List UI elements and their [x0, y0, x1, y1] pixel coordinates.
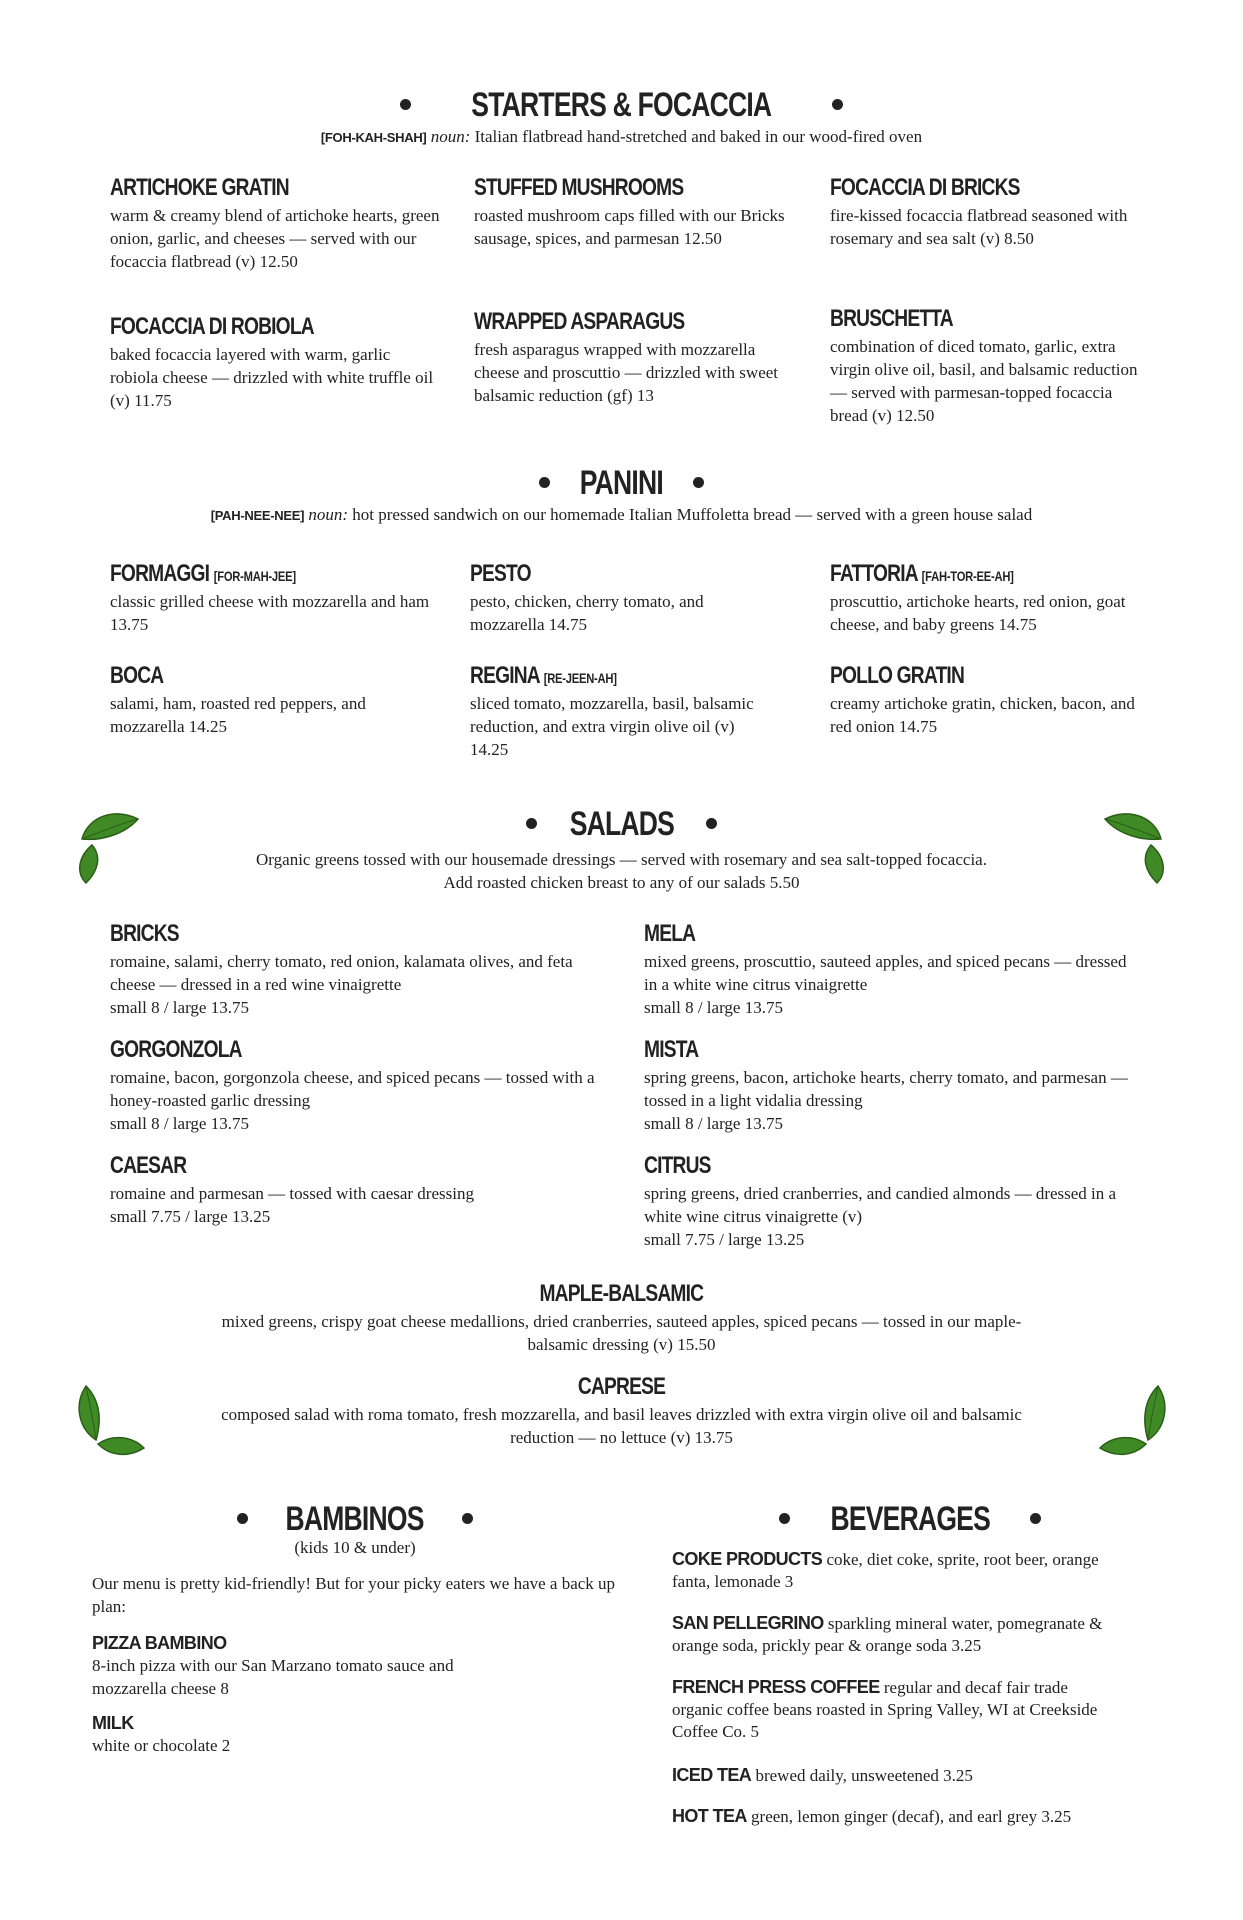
menu-item-formaggi: FORMAGGI [FOR-MAH-JEE] classic grilled cheese with mozzarella and ham 13.75 [110, 560, 430, 634]
definition: hot pressed sandwich on our homemade Italian Muffoletta bread — served with a green house salad [352, 505, 1033, 524]
bullet-icon [539, 477, 550, 488]
panini-subtitle [0, 505, 1243, 525]
bullet-icon [462, 1513, 473, 1524]
beverages-title: BEVERAGES [660, 1500, 1160, 1539]
menu-item-pizza-bambino: PIZZA BAMBINO 8-inch pizza with our San Marzano tomato sauce and mozzarella cheese 8 [92, 1633, 454, 1698]
bullet-icon [779, 1513, 790, 1524]
menu-item-pollo-gratin: POLLO GRATIN creamy artichoke gratin, chicken, bacon, and red onion 14.75 [830, 662, 1135, 736]
bambinos-subtitle: (kids 10 & under) [294, 1538, 416, 1557]
panini-title: PANINI [0, 464, 1243, 503]
menu-item-focaccia-di-robiola: FOCACCIA DI ROBIOLA baked focaccia layered with warm, garlic robiola cheese — drizzled with white truffle oil (v) 11.75 [110, 313, 434, 410]
pronunciation: [RE-JEEN-AH] [543, 670, 617, 686]
bambinos-title: BAMBINOS [80, 1500, 630, 1539]
definition: Italian flatbread hand-stretched and baked in our wood-fired oven [474, 127, 923, 146]
pronunciation: [FOR-MAH-JEE] [213, 568, 296, 584]
menu-item-boca: BOCA salami, ham, roasted red peppers, and mozzarella 14.25 [110, 662, 366, 736]
starters-title: STARTERS & FOCACCIA [0, 86, 1243, 125]
menu-item-artichoke-gratin: ARTICHOKE GRATIN warm & creamy blend of artichoke hearts, green onion, garlic, and cheeses — served with our focaccia flatbread (v) 12.50 [110, 174, 440, 271]
menu-item-pesto: PESTO pesto, chicken, cherry tomato, and mozzarella 14.75 [470, 560, 704, 634]
beverage-coke-products: COKE PRODUCTS coke, diet coke, sprite, root beer, orange fanta, lemonade 3 [672, 1549, 1099, 1591]
menu-item-bricks-salad: BRICKS romaine, salami, cherry tomato, red onion, kalamata olives, and feta cheese — dressed in a red wine vinaigrette small 8 / large 13.75 [110, 920, 573, 1017]
bullet-icon [693, 477, 704, 488]
pronunciation: [FOH-KAH-SHAH] [320, 130, 427, 145]
menu-item-wrapped-asparagus: WRAPPED ASPARAGUS fresh asparagus wrapped with mozzarella cheese and proscuttio — drizzled with sweet balsamic reduction (gf) 13 [474, 308, 779, 405]
bullet-icon [832, 99, 843, 110]
bambinos-intro: Our menu is pretty kid-friendly! But for your picky eaters we have a back up plan: [92, 1574, 616, 1616]
beverage-iced-tea: ICED TEA brewed daily, unsweetened 3.25 [672, 1765, 973, 1785]
beverage-hot-tea: HOT TEA green, lemon ginger (decaf), and earl grey 3.25 [672, 1806, 1072, 1826]
menu-item-citrus-salad: CITRUS spring greens, dried cranberries, and candied almonds — dressed in a white wine citrus vinaigrette (v) small 7.75 / large 13.25 [644, 1152, 1117, 1249]
menu-item-stuffed-mushrooms: STUFFED MUSHROOMS roasted mushroom caps filled with our Bricks sausage, spices, and parmesan 12.50 [474, 174, 785, 248]
bullet-icon [237, 1513, 248, 1524]
salads-title: SALADS [0, 805, 1243, 844]
basil-leaf-icon [1092, 1382, 1172, 1462]
basil-leaf-icon [72, 1382, 152, 1462]
menu-item-focaccia-di-bricks: FOCACCIA DI BRICKS fire-kissed focaccia flatbread seasoned with rosemary and sea salt (v) 8.50 [830, 174, 1128, 248]
bullet-icon [526, 818, 537, 829]
menu-item-milk: MILK white or chocolate 2 [92, 1713, 231, 1755]
beverage-san-pellegrino: SAN PELLEGRINO sparkling mineral water, pomegranate & orange soda, prickly pear & orange soda 3.25 [672, 1613, 1103, 1655]
menu-item-mista-salad: MISTA spring greens, bacon, artichoke hearts, cherry tomato, and parmesan — tossed in a light vidalia dressing small 8 / large 13.75 [644, 1036, 1128, 1133]
menu-item-mela-salad: MELA mixed greens, proscuttio, sauteed apples, and spiced pecans — dressed in a white wine citrus vinaigrette small 8 / large 13.75 [644, 920, 1127, 1017]
menu-item-maple-balsamic: MAPLE-BALSAMIC mixed greens, crispy goat cheese medallions, dried cranberries, sauteed apples, spiced pecans — tossed in our maple-balsamic dressing (v) 15.50 [221, 1280, 1022, 1354]
menu-item-caprese: CAPRESE composed salad with roma tomato, fresh mozzarella, and basil leaves drizzled with extra virgin olive oil and balsamic reduction — no lettuce (v) 13.75 [221, 1373, 1022, 1447]
menu-item-regina: REGINA [RE-JEEN-AH] sliced tomato, mozzarella, basil, balsamic reduction, and extra virgin olive oil (v) 14.25 [470, 662, 754, 759]
starters-subtitle [0, 127, 1243, 147]
menu-item-caesar-salad: CAESAR romaine and parmesan — tossed with caesar dressing small 7.75 / large 13.25 [110, 1152, 474, 1226]
bullet-icon [400, 99, 411, 110]
menu-item-gorgonzola-salad: GORGONZOLA romaine, bacon, gorgonzola cheese, and spiced pecans — tossed with a honey-roasted garlic dressing small 8 / large 13.75 [110, 1036, 595, 1133]
bullet-icon [706, 818, 717, 829]
noun-label: noun: [308, 505, 349, 524]
bullet-icon [1030, 1513, 1041, 1524]
beverage-french-press-coffee: FRENCH PRESS COFFEE regular and decaf fair trade organic coffee beans roasted in Spring Valley, WI at Creekside Coffee Co. 5 [672, 1677, 1098, 1741]
menu-item-fattoria: FATTORIA [FAH-TOR-EE-AH] proscuttio, artichoke hearts, red onion, goat cheese, and baby greens 14.75 [830, 560, 1126, 634]
pronunciation: [PAH-NEE-NEE] [210, 508, 305, 523]
salads-intro: Organic greens tossed with our housemade dressings — served with rosemary and sea salt-topped focaccia. Add roasted chicken breast to any of our salads 5.50 [256, 850, 987, 892]
pronunciation: [FAH-TOR-EE-AH] [921, 568, 1014, 584]
menu-item-bruschetta: BRUSCHETTA combination of diced tomato, garlic, extra virgin olive oil, basil, and balsamic reduction — served with parmesan-topped focaccia bread (v) 12.50 [830, 305, 1138, 425]
noun-label: noun: [430, 127, 471, 146]
